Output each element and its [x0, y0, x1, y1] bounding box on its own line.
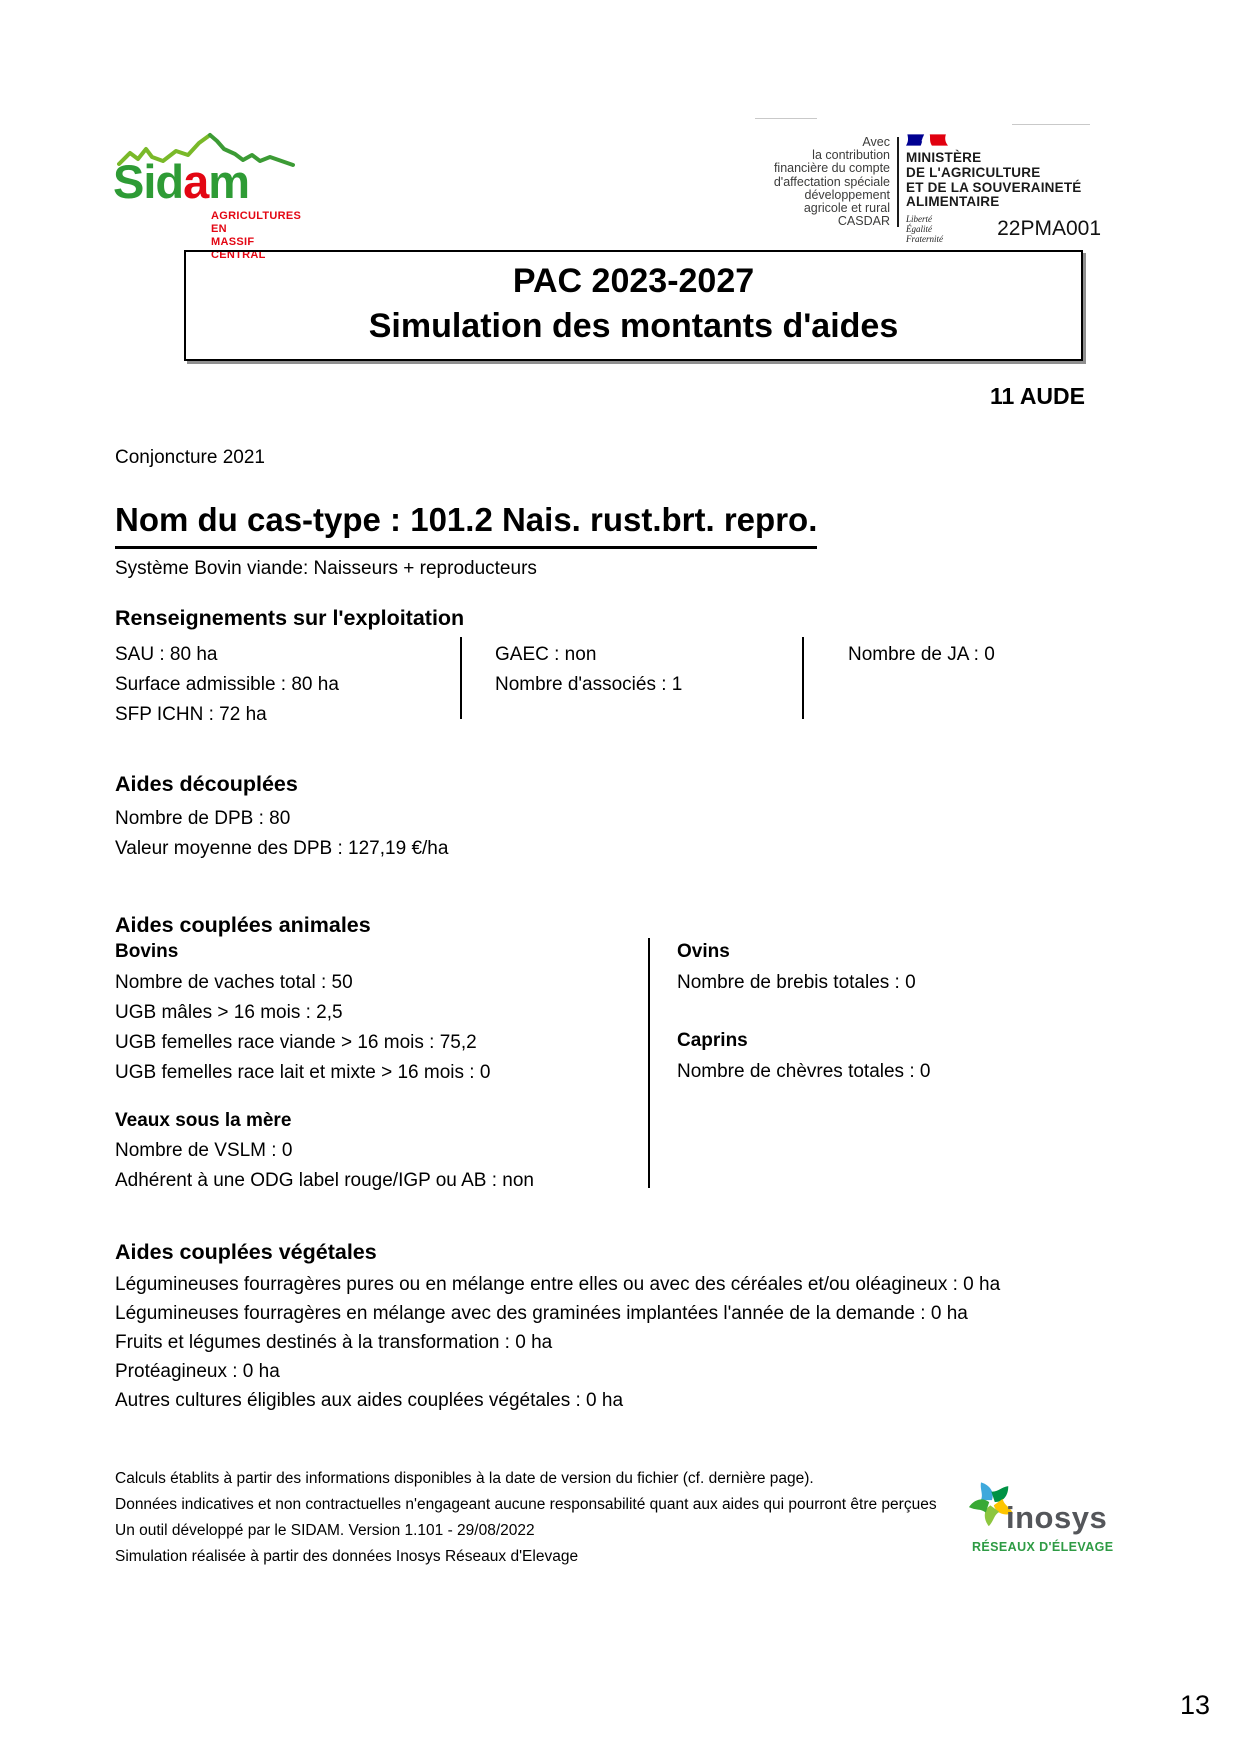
- ovins-lines: [677, 968, 916, 998]
- sidam-red-a: a: [183, 155, 209, 208]
- page-number: 13: [1179, 1690, 1210, 1720]
- section-heading-animales: Aides couplées animales: [115, 913, 371, 937]
- data-line: Nombre de VSLM : 0: [115, 1140, 293, 1161]
- subheading-ovins: Ovins: [677, 941, 730, 962]
- conjoncture-label: Conjoncture 2021: [115, 447, 265, 468]
- decouplees-lines: [115, 804, 448, 864]
- subheading-veaux: Veaux sous la mère: [115, 1110, 292, 1131]
- data-line: Nombre de brebis totales : 0: [677, 972, 916, 993]
- data-line: SFP ICHN : 72 ha: [115, 704, 267, 725]
- data-line: Légumineuses fourragères en mélange avec des graminées implantées l'année de la demande : 0 ha: [115, 1303, 968, 1324]
- crop-border-line: [755, 118, 817, 119]
- sidam-wordmark: Sidam: [113, 155, 250, 208]
- data-line: Légumineuses fourragères pures ou en mélange entre elles ou avec des céréales et/ou oléagineux : 0 ha: [115, 1274, 1001, 1295]
- data-line: Fruits et légumes destinés à la transformation : 0 ha: [115, 1332, 553, 1353]
- footer-disclaimers: [115, 1466, 960, 1570]
- data-line: Protéagineux : 0 ha: [115, 1361, 280, 1382]
- data-line: Valeur moyenne des DPB : 127,19 €/ha: [115, 838, 449, 859]
- crop-border-line: [1012, 124, 1090, 125]
- caprins-lines: [677, 1057, 930, 1087]
- sidam-logo: [95, 110, 305, 261]
- inosys-wordmark: inosys: [1006, 1500, 1108, 1535]
- title-line-2: Simulation des montants d'aides: [368, 307, 899, 345]
- ministry-motto: Liberté Égalité Fraternité: [906, 214, 943, 245]
- exploitation-column-2: [495, 640, 682, 700]
- header-divider: [897, 137, 899, 227]
- exploitation-column-3: [848, 640, 995, 670]
- section-heading-vegetales: Aides couplées végétales: [115, 1240, 377, 1264]
- data-line: Nombre de vaches total : 50: [115, 972, 353, 993]
- column-divider: [802, 637, 804, 719]
- data-line: GAEC : non: [495, 644, 597, 665]
- footer-line: Données indicatives et non contractuelles n'engageant aucune responsabilité quant aux aides qui pourront être perçues: [115, 1496, 937, 1513]
- cas-type-subtitle: Système Bovin viande: Naisseurs + reproducteurs: [115, 558, 537, 579]
- data-line: SAU : 80 ha: [115, 644, 218, 665]
- sidam-tagline: AGRICULTURES EN MASSIF CENTRAL: [211, 210, 302, 261]
- section-heading-decouplees: Aides découplées: [115, 772, 298, 796]
- ministry-name: MINISTÈRE DE L'AGRICULTURE ET DE LA SOUVERAINETÉ ALIMENTAIRE: [906, 150, 1082, 210]
- data-line: UGB femelles race viande > 16 mois : 75,2: [115, 1032, 477, 1053]
- data-line: Adhérent à une ODG label rouge/IGP ou AB : non: [115, 1170, 534, 1191]
- data-line: Autres cultures éligibles aux aides couplées végétales : 0 ha: [115, 1390, 624, 1411]
- document-code: 22PMA001: [997, 217, 1101, 240]
- footer-line: Un outil développé par le SIDAM. Version 1.101 - 29/08/2022: [115, 1522, 535, 1539]
- column-divider: [460, 637, 462, 719]
- section-heading-exploitation: Renseignements sur l'exploitation: [115, 606, 465, 630]
- exploitation-column-1: [115, 640, 339, 730]
- data-line: UGB mâles > 16 mois : 2,5: [115, 1002, 343, 1023]
- french-flag-icon: [906, 133, 948, 147]
- data-line: Nombre de chèvres totales : 0: [677, 1061, 931, 1082]
- data-line: Nombre d'associés : 1: [495, 674, 683, 695]
- column-divider: [648, 938, 650, 1188]
- casdar-credit: Avec la contribution financière du compte d'affectation spéciale développement agricole et rural CASDAR: [773, 135, 890, 229]
- data-line: Nombre de DPB : 80: [115, 808, 291, 829]
- cas-type-title: Nom du cas-type : 101.2 Nais. rust.brt. repro.: [115, 500, 817, 549]
- vegetales-lines: [115, 1270, 1000, 1415]
- title-box: [184, 250, 1083, 361]
- inosys-logo: [958, 1466, 1123, 1571]
- title-line-1: PAC 2023-2027: [512, 262, 755, 300]
- department-label: 11 AUDE: [989, 383, 1085, 409]
- footer-line: Simulation réalisée à partir des données Inosys Réseaux d'Elevage: [115, 1548, 579, 1565]
- inosys-subtitle: RÉSEAUX D'ÉLEVAGE: [972, 1540, 1114, 1554]
- footer-line: Calculs établits à partir des informations disponibles à la date de version du fichier (cf. dernière page).: [115, 1470, 814, 1487]
- veaux-lines: [115, 1136, 534, 1196]
- data-line: Nombre de JA : 0: [848, 644, 995, 665]
- bovins-lines: [115, 968, 490, 1088]
- data-line: Surface admissible : 80 ha: [115, 674, 339, 695]
- subheading-caprins: Caprins: [677, 1030, 748, 1051]
- subheading-bovins: Bovins: [115, 941, 179, 962]
- data-line: UGB femelles race lait et mixte > 16 mois : 0: [115, 1062, 491, 1083]
